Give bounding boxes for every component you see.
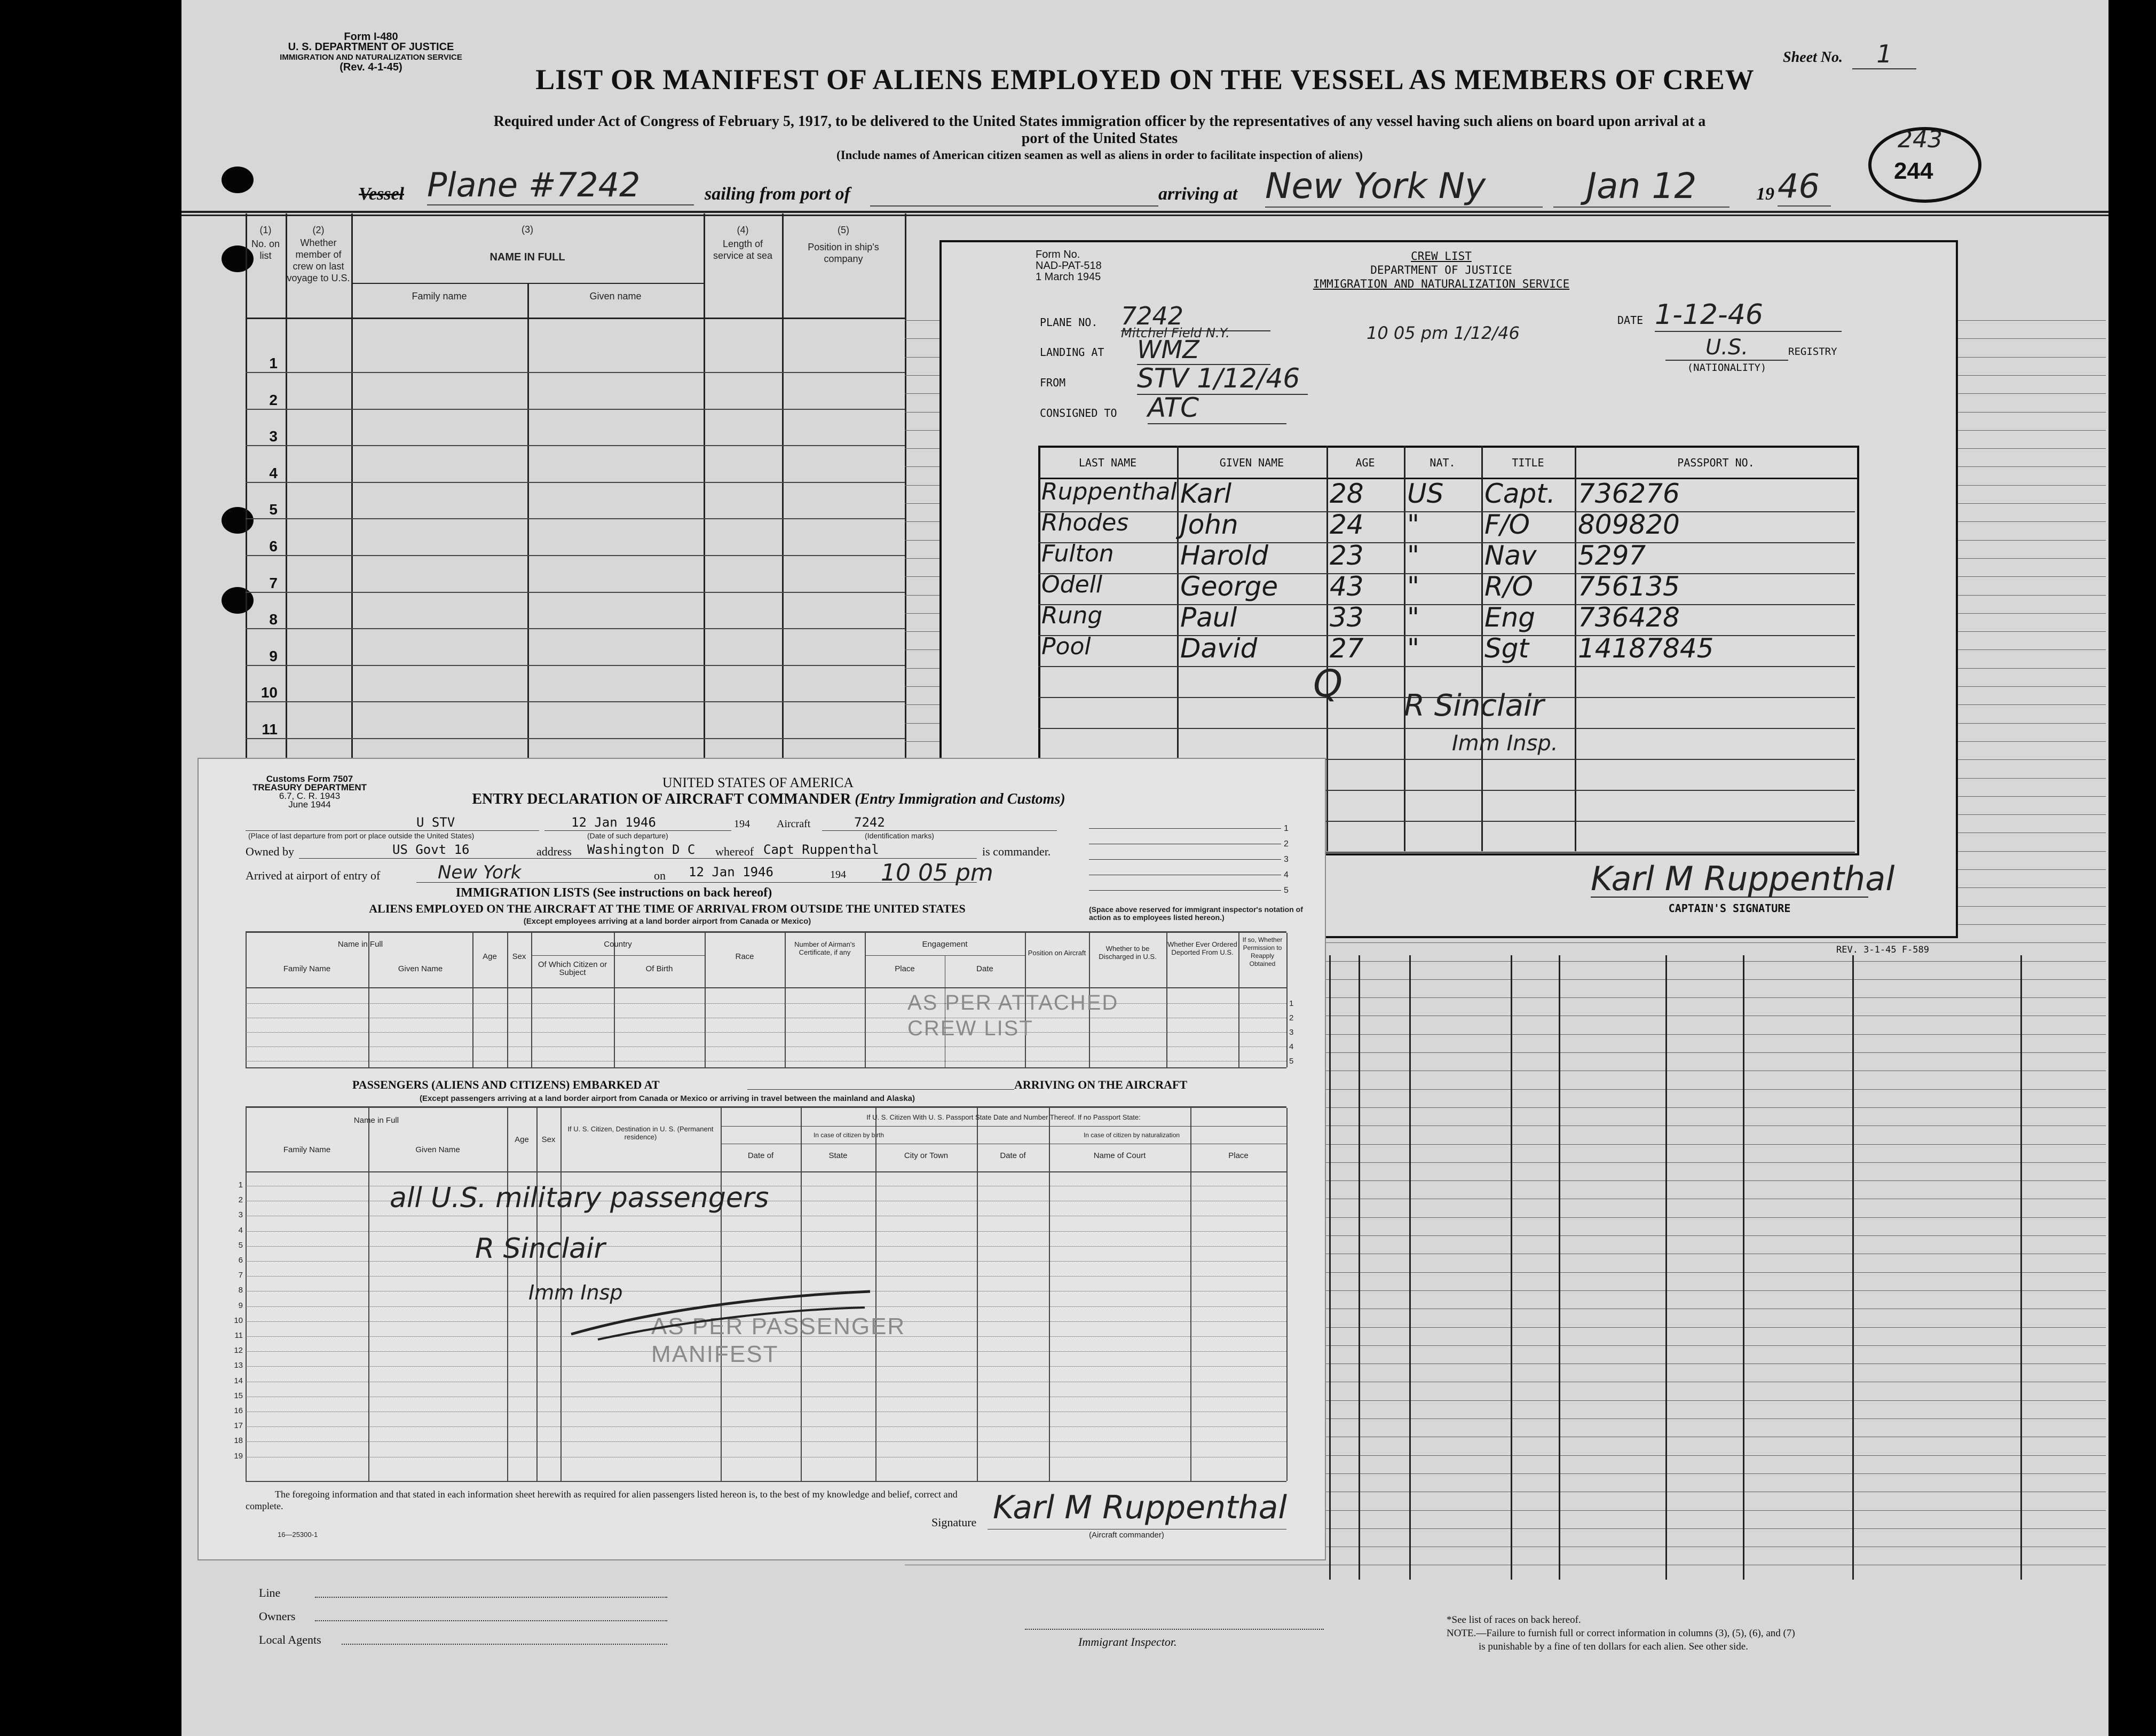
crew-list-department: DEPARTMENT OF JUSTICE: [1370, 264, 1512, 276]
aliens-col-line: [531, 933, 532, 1067]
col-line: [1852, 955, 1854, 1580]
passengers-row-number: 5: [238, 1240, 243, 1250]
reserved-rule: [1089, 828, 1281, 829]
aliens-col-line: [368, 933, 369, 1067]
passengers-row-number: 9: [238, 1301, 243, 1310]
footer-owners-label: Owners: [259, 1610, 296, 1623]
footer-agents-field: [342, 1644, 667, 1645]
reserved-row-number: 1: [1284, 824, 1289, 833]
row-number: 7: [269, 574, 278, 591]
passengers-col-line: [875, 1108, 876, 1481]
note-fine-2: is punishable by a fine of ten dollars for each alien. See other side.: [1479, 1641, 1748, 1652]
row-number: 5: [269, 501, 278, 518]
row-number: 6: [269, 538, 278, 554]
departure-date: 12 Jan 1946: [571, 815, 656, 830]
aliens-header-age: Age: [483, 952, 497, 961]
crew-column-header: AGE: [1355, 456, 1375, 469]
passengers-header-date: Date of: [747, 1151, 774, 1160]
name-subheader-rule: [351, 283, 704, 284]
row-rule: [246, 445, 905, 446]
aliens-header-deported: Whether Ever Ordered Deported From U.S.: [1167, 940, 1237, 956]
consigned-label: CONSIGNED TO: [1040, 407, 1117, 419]
passengers-row-number: 4: [238, 1225, 243, 1235]
col-line: [704, 213, 705, 763]
col-line: [286, 213, 287, 763]
passport-rule: [721, 1126, 1286, 1127]
crew-inspector-signature: R Sinclair: [1404, 688, 1544, 723]
registry-label: REGISTRY: [1788, 346, 1837, 358]
commander-value: Capt Ruppenthal: [763, 842, 879, 857]
crew-list-revision: REV. 3-1-45 F-589: [1836, 945, 1929, 955]
row-rule: [246, 482, 905, 483]
aliens-header-family_name: Family Name: [283, 964, 331, 973]
landing-code: WMZ: [1137, 335, 1270, 365]
passengers-row-number: 8: [238, 1286, 243, 1295]
crew-table-cell: Fulton: [1041, 540, 1114, 567]
arrived-time: 10 05 pm: [881, 859, 993, 886]
crew-table-cell: 756135: [1578, 571, 1680, 602]
print-code: 16—25300-1: [278, 1531, 318, 1539]
subtitle-1: Required under Act of Congress of February 5, 1917, to be delivered to the United States immigration officer by the representatives of any vessel having such aliens on board upon arrival at a: [493, 113, 1706, 130]
slash-stroke: [566, 1281, 875, 1345]
aliens-header-engagement: Engagement: [922, 940, 968, 949]
crew-column-header: TITLE: [1512, 456, 1544, 469]
date-label: DATE: [1617, 314, 1644, 327]
footer-inspector-label: Immigrant Inspector.: [1078, 1635, 1177, 1648]
col5-header: (5) Position in ship's company: [808, 225, 879, 264]
passengers-row-rule: [246, 1426, 1286, 1427]
crew-table-cell: ": [1407, 602, 1419, 633]
crew-row-rule: [1038, 511, 1855, 512]
aliens-header-given_name: Given Name: [398, 964, 443, 973]
row-number: 10: [260, 684, 278, 701]
row-rule: [246, 628, 905, 629]
passengers-header-passport_state: If U. S. Citizen With U. S. Passport State Date and Number Thereof. If no Passport State:: [866, 1113, 1141, 1121]
passengers-row-number: 17: [234, 1421, 243, 1431]
aliens-header-discharged: Whether to be Discharged in U.S.: [1099, 945, 1157, 961]
aliens-header-birth: Of Birth: [645, 964, 673, 973]
crew-table-cell: ": [1407, 540, 1419, 571]
certification-text-1: The foregoing information and that stated in each information sheet herewith as required for alien passengers listed hereon is, to the best of my knowledge and belief, correct and: [275, 1489, 958, 1500]
punch-hole: [222, 587, 254, 614]
col-line: [782, 213, 784, 763]
arriving-value: New York Ny: [1265, 165, 1543, 208]
row-rule: [246, 665, 905, 666]
crew-table-cell: 5297: [1578, 540, 1646, 571]
departure-year-printed: 194: [734, 818, 750, 830]
aliens-table-bottom: [246, 1067, 1286, 1068]
col-line: [527, 283, 529, 763]
col-line: [246, 213, 247, 763]
footer-line-label: Line: [259, 1586, 281, 1599]
row-number: 1: [269, 355, 278, 371]
passengers-embarked-line: [747, 1076, 1014, 1090]
immigration-lists-heading: IMMIGRATION LISTS (See instructions on back hereof): [455, 886, 772, 900]
col-line: [2020, 955, 2022, 1580]
aliens-col-line: [1286, 933, 1288, 1067]
aliens-title: ALIENS EMPLOYED ON THE AIRCRAFT AT THE TIME OF ARRIVAL FROM OUTSIDE THE UNITED STATES: [369, 902, 966, 915]
address-value: Washington D C: [587, 842, 696, 857]
crew-row-rule: [1038, 542, 1855, 543]
aircraft-value: 7242: [854, 815, 885, 830]
aliens-col-line: [246, 933, 247, 1067]
crew-table-cell: John: [1180, 509, 1238, 540]
page-number-old: 243: [1898, 126, 1942, 153]
row-rule: [246, 409, 905, 410]
crew-inspector-title: Imm Insp.: [1452, 731, 1558, 756]
crew-column-header: GIVEN NAME: [1219, 456, 1284, 469]
note-fine-1: NOTE.—Failure to furnish full or correct information in columns (3), (5), (6), and (7): [1447, 1628, 1795, 1639]
row-rule: [246, 701, 905, 702]
year-suffix: 46: [1778, 167, 1831, 207]
reserved-rule: [1089, 859, 1281, 860]
passengers-header-age: Age: [515, 1135, 529, 1144]
form-id: Form I-480: [344, 31, 398, 43]
crew-form-id: Form No. NAD-PAT-518 1 March 1945: [1036, 249, 1102, 283]
subtitle-2: port of the United States: [1021, 130, 1178, 147]
arriving-label: arriving at: [1158, 184, 1238, 204]
sheet-no-label: Sheet No.: [1783, 49, 1843, 66]
reserved-row-number: 4: [1284, 870, 1289, 879]
aircraft-caption: (Identification marks): [865, 831, 934, 840]
passenger-inspector-signature: R Sinclair: [475, 1233, 605, 1265]
arrival-date-value: Jan 12: [1553, 165, 1729, 208]
crew-table-cell: David: [1180, 633, 1258, 664]
captain-signature: Karl M Ruppenthal: [1591, 859, 1895, 898]
crew-table-cell: 24: [1330, 509, 1364, 540]
passengers-col-line: [1049, 1108, 1050, 1481]
aliens-subtitle: (Except employees arriving at a land border airport from Canada or Mexico): [523, 917, 811, 926]
on-label: on: [654, 869, 666, 882]
crew-table-cell: ": [1407, 633, 1419, 664]
passenger-manifest-stamp: AS PER PASSENGER MANIFEST: [651, 1313, 906, 1367]
year-prefix: 19: [1756, 184, 1774, 204]
crew-column-header: PASSPORT NO.: [1677, 456, 1755, 469]
crew-table-cell: 33: [1330, 602, 1364, 633]
vessel-label: Vessel: [359, 184, 404, 204]
crew-table-cell: Capt.: [1484, 478, 1555, 509]
inspector-initials: Q: [1313, 662, 1343, 706]
departure-date-line: [544, 830, 731, 831]
passengers-arriving: ARRIVING ON THE AIRCRAFT: [1014, 1078, 1188, 1091]
row-rule: [246, 592, 905, 593]
col3-family-header: Family name: [412, 291, 467, 302]
passengers-row-rule: [246, 1276, 1286, 1277]
aliens-header-citizen_of: Of Which Citizen or Subject: [538, 960, 607, 977]
passengers-col-line: [368, 1108, 369, 1481]
form-service: IMMIGRATION AND NATURALIZATION SERVICE: [280, 53, 462, 62]
crew-table-cell: Paul: [1180, 602, 1237, 633]
col4-header: (4) Length of service at sea: [713, 225, 773, 261]
passenger-inspector-title: Imm Insp: [528, 1281, 623, 1304]
col-line: [1665, 955, 1667, 1580]
passengers-subtitle: (Except passengers arriving at a land border airport from Canada or Mexico or arriving in travel between the mainland and Alaska): [419, 1094, 915, 1103]
sheet-no-value: 1: [1852, 39, 1916, 69]
passengers-header-rule: [246, 1171, 1286, 1172]
crew-list-stamp: AS PER ATTACHED CREW LIST: [907, 991, 1119, 1040]
aliens-row-number: 3: [1289, 1028, 1294, 1037]
signature-label: Signature: [931, 1516, 977, 1529]
passengers-row-number: 3: [238, 1210, 243, 1220]
customs-form-id-block: Customs Form 7507 TREASURY DEPARTMENT 6.7, C. R. 1943 June 1944: [252, 774, 367, 810]
passengers-row-rule: [246, 1261, 1286, 1262]
reserved-row-number: 2: [1284, 839, 1289, 849]
crew-table-cell: 28: [1330, 478, 1364, 509]
arrived-date: 12 Jan 1946: [689, 865, 773, 879]
crew-table-cell: Harold: [1180, 540, 1269, 571]
passengers-row-number: 16: [234, 1406, 243, 1415]
date-value: 1-12-46: [1655, 299, 1842, 332]
vessel-value: Plane #7242: [427, 165, 694, 205]
row-rule: [246, 518, 905, 519]
crew-table-cell: Rung: [1041, 602, 1103, 629]
captain-signature-label: CAPTAIN'S SIGNATURE: [1668, 902, 1791, 915]
passengers-row-number: 18: [234, 1436, 243, 1446]
table-top-rule-2: [181, 215, 2108, 216]
place-last-line: [246, 830, 539, 831]
aircraft-label: Aircraft: [777, 818, 811, 830]
aliens-row-number: 2: [1289, 1013, 1294, 1022]
passengers-row-number: 13: [234, 1361, 243, 1370]
crew-list-service: IMMIGRATION AND NATURALIZATION SERVICE: [1313, 278, 1570, 290]
punch-hole: [222, 167, 254, 193]
from-value: STV 1/12/46: [1137, 363, 1308, 395]
passengers-row-number: 15: [234, 1391, 243, 1400]
crew-row-rule: [1038, 604, 1855, 605]
crew-table-cell: 27: [1330, 633, 1364, 664]
punch-hole: [222, 507, 254, 534]
passengers-row-number: 11: [234, 1331, 243, 1340]
footer-agents-label: Local Agents: [259, 1633, 321, 1646]
aliens-header-date: Date: [976, 964, 993, 973]
landing-value: Mitchel Field N.Y.: [1121, 326, 1230, 340]
page-number-new: 244: [1894, 158, 1933, 184]
passenger-note: all U.S. military passengers: [390, 1182, 769, 1214]
arrived-year-printed: 194: [830, 869, 846, 881]
col-line: [1409, 955, 1411, 1580]
aliens-header-rule: [246, 987, 1286, 988]
crew-table-cell: 809820: [1578, 509, 1680, 540]
aliens-table-top: [246, 931, 1286, 933]
inspector-field: [1025, 1629, 1324, 1630]
customs-title: ENTRY DECLARATION OF AIRCRAFT COMMANDER (Entry Immigration and Customs): [472, 791, 1065, 807]
aliens-header-country: Country: [604, 940, 632, 949]
passengers-row-rule: [246, 1441, 1286, 1442]
captain-signature-line: [1591, 897, 1868, 898]
passengers-row-number: 1: [238, 1180, 243, 1190]
form-revision: (Rev. 4-1-45): [339, 61, 402, 73]
country-rule: [531, 955, 705, 956]
crew-table-cell: US: [1407, 478, 1444, 509]
row-rule: [246, 555, 905, 556]
crew-column-header: LAST NAME: [1078, 456, 1137, 469]
crew-row-rule: [1038, 666, 1855, 667]
crew-table-cell: F/O: [1484, 509, 1530, 540]
col3-header: (3) NAME IN FULL: [489, 224, 565, 263]
crew-table-cell: R/O: [1484, 571, 1533, 602]
col-line: [1329, 955, 1331, 1580]
address-label: address: [536, 845, 572, 858]
crew-list-heading: [1281, 249, 1601, 291]
sailing-label: sailing from port of: [705, 184, 850, 204]
aliens-header-name_in_full: Name in Full: [337, 940, 383, 949]
certification-text-2: complete.: [246, 1501, 283, 1511]
crew-list-title: CREW LIST: [1411, 250, 1472, 263]
landing-time: 10 05 pm 1/12/46: [1367, 323, 1520, 343]
row-rule: [246, 738, 905, 739]
passengers-col-line: [507, 1108, 508, 1481]
passengers-row-rule: [246, 1231, 1286, 1232]
crew-table-cell: ": [1407, 571, 1419, 602]
reserved-row-number: 3: [1284, 855, 1289, 864]
col-line: [905, 213, 906, 763]
table-top-rule: [181, 211, 2108, 213]
owned-label: Owned by: [246, 845, 295, 858]
crew-row-rule: [1038, 573, 1855, 574]
col1-header: (1) No. on list: [251, 225, 280, 261]
crew-table-cell: Ruppenthal: [1041, 478, 1177, 505]
aliens-header-airmans: Number of Airman's Certificate, if any: [794, 940, 855, 956]
aliens-col-line: [865, 933, 866, 1067]
passengers-row-number: 19: [234, 1451, 243, 1461]
reserved-rule: [1089, 890, 1281, 891]
passengers-header-name_in_full: Name in Full: [353, 1116, 399, 1125]
crew-table-cell: Pool: [1041, 633, 1091, 660]
aliens-row-number: 4: [1289, 1042, 1294, 1051]
crew-table-cell: 14187845: [1578, 633, 1714, 664]
passengers-table-top: [246, 1106, 1286, 1108]
passengers-row-rule: [246, 1246, 1286, 1247]
owned-value: US Govt 16: [392, 842, 470, 857]
passengers-col-line: [246, 1108, 247, 1481]
passengers-header-place: Place: [1228, 1151, 1249, 1160]
crew-table-cell: 23: [1330, 540, 1364, 571]
passengers-row-number: 12: [234, 1346, 243, 1355]
col-line: [1511, 955, 1512, 1580]
aliens-row-number: 1: [1289, 999, 1294, 1008]
passengers-row-number: 10: [234, 1315, 243, 1325]
aircraft-line: [822, 830, 1057, 831]
passengers-header-state: State: [828, 1151, 848, 1160]
crew-table-cell: Rhodes: [1041, 509, 1129, 536]
crew-table-cell: Karl: [1180, 478, 1232, 509]
customs-country-header: UNITED STATES OF AMERICA: [662, 775, 854, 790]
form-department: U. S. DEPARTMENT OF JUSTICE: [288, 41, 454, 53]
row-number: 2: [269, 391, 278, 408]
col-line: [1743, 955, 1744, 1580]
plane-no-label: PLANE NO.: [1040, 316, 1098, 329]
passengers-row-number: 7: [238, 1271, 243, 1280]
crew-table-cell: 736428: [1578, 602, 1680, 633]
passengers-col-line: [977, 1108, 978, 1481]
aliens-row-number: 5: [1289, 1057, 1294, 1066]
passengers-row-number: 14: [234, 1376, 243, 1385]
passengers-header-by_naturalization: In case of citizen by naturalization: [1083, 1131, 1180, 1139]
row-number: 9: [269, 647, 278, 664]
col2-header: (2) Whether member of crew on last voyage to U.S.: [287, 225, 350, 283]
subtitle-3: (Include names of American citizen seamen as well as aliens in order to facilitate inspection of aliens): [836, 148, 1363, 162]
header-bottom-rule: [246, 318, 905, 319]
row-number: 3: [269, 428, 278, 445]
passengers-row-number: 6: [238, 1256, 243, 1265]
crew-table-cell: ": [1407, 509, 1419, 540]
aliens-header-permission: If so, Whether Permission to Reapply Obtained: [1242, 936, 1283, 968]
crew-table-cell: 736276: [1578, 478, 1680, 509]
passengers-header-city: City or Town: [904, 1151, 949, 1160]
passengers-col-line: [1286, 1108, 1288, 1481]
commander-label: is commander.: [982, 845, 1051, 858]
landing-label: LANDING AT: [1040, 346, 1104, 359]
row-number: 8: [269, 611, 278, 628]
sailing-value-line: [870, 205, 1158, 207]
col-line: [1559, 955, 1560, 1580]
row-number: 11: [262, 721, 278, 738]
passengers-header-destination: If U. S. Citizen, Destination in U. S. (Permanent residence): [567, 1125, 714, 1141]
arrived-value: New York: [438, 862, 522, 883]
aliens-header-place: Place: [895, 964, 915, 973]
col-line: [1359, 955, 1360, 1580]
passengers-header-sex: Sex: [541, 1135, 556, 1144]
passengers-header-date2: Date of: [1000, 1151, 1026, 1160]
footer-owners-field: [315, 1620, 667, 1621]
crew-table-cell: George: [1180, 571, 1278, 602]
page-title: LIST OR MANIFEST OF ALIENS EMPLOYED ON THE VESSEL AS MEMBERS OF CREW: [535, 64, 1755, 96]
crew-table-cell: Sgt: [1484, 633, 1529, 664]
crew-row-rule: [1038, 635, 1855, 636]
aliens-header-position: Position on Aircraft: [1028, 949, 1086, 957]
passengers-header-court: Name of Court: [1093, 1151, 1146, 1160]
whereof-label: whereof: [715, 845, 754, 858]
crew-table-cell: Odell: [1041, 571, 1103, 598]
crew-table-cell: Eng: [1484, 602, 1536, 633]
row-number: 4: [269, 464, 278, 481]
note-races: *See list of races on back hereof.: [1447, 1614, 1581, 1626]
passengers-col-line: [1190, 1108, 1191, 1481]
passengers-row-number: 2: [238, 1195, 243, 1205]
passengers-table-bottom: [246, 1481, 1286, 1482]
passengers-header-family_name: Family Name: [283, 1145, 331, 1154]
owned-line: [299, 858, 977, 859]
nationality-value: U.S.: [1665, 335, 1788, 361]
crew-table-cell: 43: [1330, 571, 1364, 602]
passengers-header-by_birth: In case of citizen by birth: [813, 1131, 884, 1139]
col3-given-header: Given name: [589, 291, 642, 302]
departure-date-caption: (Date of such departure): [587, 831, 668, 840]
crew-row-rule: [1038, 728, 1855, 729]
from-label: FROM: [1040, 376, 1066, 389]
nationality-label: (NATIONALITY): [1687, 362, 1767, 374]
footer-line-field: [315, 1597, 667, 1598]
aliens-header-sex: Sex: [512, 952, 526, 961]
place-last-departure: U STV: [416, 815, 455, 830]
commander-signature: Karl M Ruppenthal: [993, 1489, 1288, 1526]
reserved-row-number: 5: [1284, 886, 1289, 895]
aliens-header-race: Race: [735, 952, 754, 961]
row-rule: [246, 372, 905, 373]
consigned-value: ATC: [1148, 392, 1286, 424]
passengers-header-given_name: Given Name: [415, 1145, 460, 1154]
arrived-label: Arrived at airport of entry of: [246, 869, 381, 882]
signature-caption: (Aircraft commander): [1089, 1531, 1164, 1540]
crew-table-cell: Nav: [1484, 540, 1537, 571]
arrived-line: [416, 882, 977, 883]
crew-column-header: NAT.: [1430, 456, 1456, 469]
plane-no-value: 7242: [1121, 302, 1270, 331]
reserved-note: (Space above reserved for immigrant inspector's notation of action as to employees listed hereon.): [1089, 905, 1303, 922]
place-last-caption: (Place of last departure from port or place outside the United States): [248, 831, 475, 840]
passengers-title: PASSENGERS (ALIENS AND CITIZENS) EMBARKED AT: [352, 1078, 660, 1091]
